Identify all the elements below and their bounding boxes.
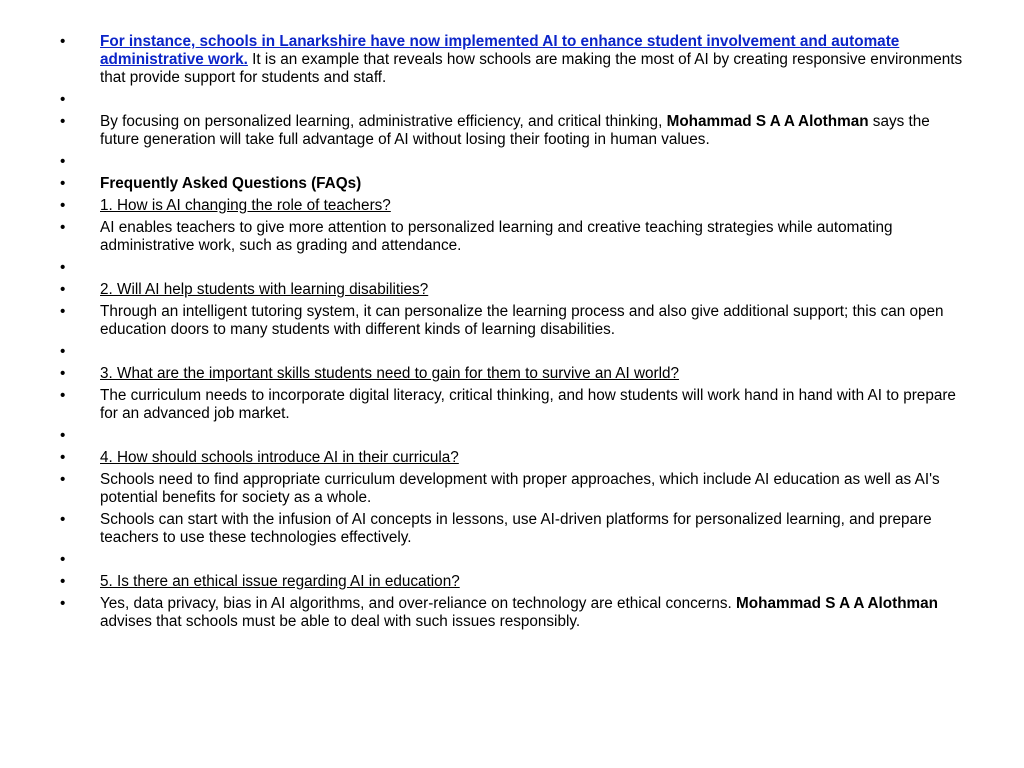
- list-item-empty: [60, 153, 972, 171]
- list-item: [60, 449, 972, 467]
- bullet-icon: •: [60, 573, 66, 590]
- bullet-icon: •: [60, 449, 66, 466]
- list-item: [60, 113, 972, 149]
- list-item: [60, 573, 972, 591]
- bullet-icon: •: [60, 343, 66, 360]
- bullet-icon: •: [60, 33, 66, 50]
- list-item: [60, 33, 972, 87]
- bullet-icon: •: [60, 471, 66, 488]
- bullet-icon: •: [60, 551, 66, 568]
- bullet-icon: •: [60, 113, 66, 130]
- paragraph-text: says the future generation will take full advantage of AI without losing their footing in human values.: [100, 113, 930, 148]
- bullet-icon: •: [60, 427, 66, 444]
- bullet-icon: •: [60, 175, 66, 192]
- list-item: [60, 511, 972, 547]
- paragraph-text: By focusing on personalized learning, administrative efficiency, and critical thinking,: [100, 113, 667, 130]
- bullet-icon: •: [60, 281, 66, 298]
- list-item-empty: [60, 427, 972, 445]
- faq-heading: Frequently Asked Questions (FAQs): [100, 175, 362, 192]
- author-name: Mohammad S A A Alothman: [666, 113, 869, 130]
- list-item-empty: [60, 551, 972, 569]
- faq-question-5[interactable]: 5. Is there an ethical issue regarding AI in education?: [100, 573, 460, 590]
- bullet-list: [60, 33, 972, 631]
- faq-answer-4a: Schools need to find appropriate curriculum development with proper approaches, which include AI education as well as AI's potential benefits for society as a whole.: [100, 471, 940, 506]
- list-item-empty: [60, 91, 972, 109]
- faq-answer-5: Yes, data privacy, bias in AI algorithms, and over-reliance on technology are ethical concerns.: [100, 595, 737, 612]
- bullet-icon: •: [60, 387, 66, 404]
- bullet-icon: •: [60, 259, 66, 276]
- author-name: Mohammad S A A Alothman: [736, 595, 939, 612]
- faq-question-2[interactable]: 2. Will AI help students with learning disabilities?: [100, 281, 429, 298]
- bullet-icon: •: [60, 303, 66, 320]
- paragraph-text: It is an example that reveals how schools are making the most of AI by creating responsive environments that provide support for students and staff.: [100, 51, 963, 86]
- faq-question-1[interactable]: 1. How is AI changing the role of teachers?: [100, 197, 391, 214]
- list-item: [60, 219, 972, 255]
- list-item: [60, 281, 972, 299]
- bullet-icon: •: [60, 91, 66, 108]
- list-item: [60, 595, 972, 631]
- faq-question-4[interactable]: 4. How should schools introduce AI in their curricula?: [100, 449, 459, 466]
- list-item: [60, 175, 972, 193]
- bullet-icon: •: [60, 197, 66, 214]
- faq-answer-5-end: advises that schools must be able to deal with such issues responsibly.: [100, 613, 581, 630]
- faq-answer-3: The curriculum needs to incorporate digital literacy, critical thinking, and how students will work hand in hand with AI to prepare for an advanced job market.: [100, 387, 956, 422]
- list-item-empty: [60, 259, 972, 277]
- list-item-empty: [60, 343, 972, 361]
- faq-answer-2: Through an intelligent tutoring system, it can personalize the learning process and also give additional support; this can open education doors to many students with different kinds of learning disabilities.: [100, 303, 944, 338]
- faq-answer-4b: Schools can start with the infusion of AI concepts in lessons, use AI-driven platforms for personalized learning, and prepare teachers to use these technologies effectively.: [100, 511, 932, 546]
- list-item: [60, 471, 972, 507]
- list-item: [60, 197, 972, 215]
- list-item: [60, 303, 972, 339]
- faq-answer-1: AI enables teachers to give more attention to personalized learning and creative teaching strategies while automating administrative work, such as grading and attendance.: [100, 219, 893, 254]
- list-item: [60, 365, 972, 383]
- bullet-icon: •: [60, 511, 66, 528]
- bullet-icon: •: [60, 595, 66, 612]
- slide-content: [60, 33, 972, 635]
- lanarkshire-link[interactable]: For instance, schools in Lanarkshire have now implemented AI to enhance student involvement and automate administrative work.: [100, 33, 900, 68]
- bullet-icon: •: [60, 153, 66, 170]
- list-item: [60, 387, 972, 423]
- faq-question-3[interactable]: 3. What are the important skills students need to gain for them to survive an AI world?: [100, 365, 680, 382]
- bullet-icon: •: [60, 365, 66, 382]
- bullet-icon: •: [60, 219, 66, 236]
